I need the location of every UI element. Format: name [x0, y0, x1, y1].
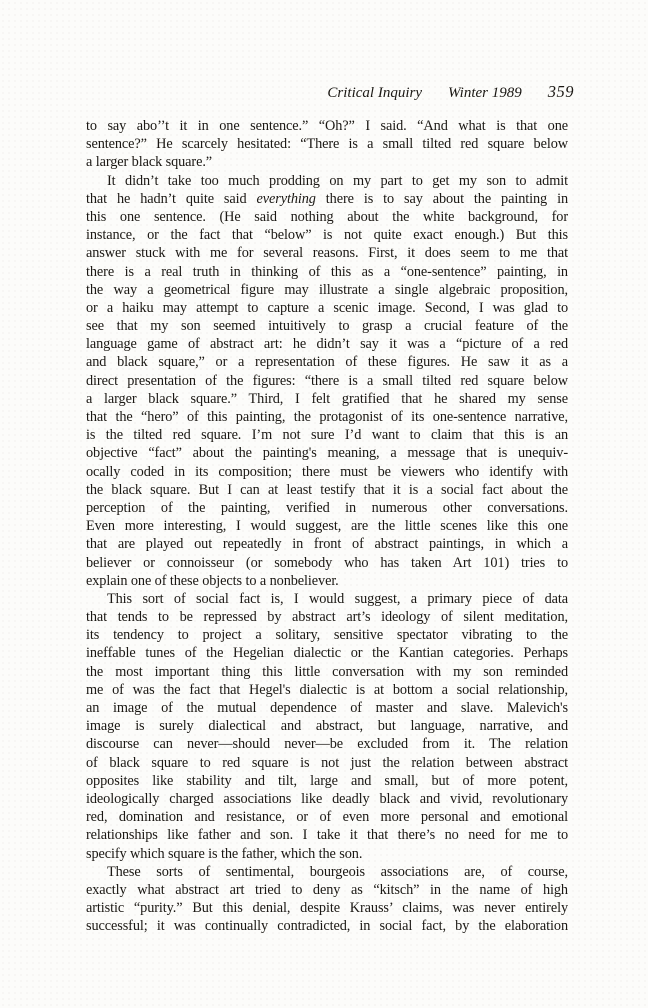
text-line: red, domination and resistance, or of even more personal and emotional — [86, 809, 568, 826]
text-line: this one sentence. (He said nothing about the white background, for — [86, 208, 568, 225]
text-line: image is surely dialectical and abstract, but language, narrative, and — [86, 718, 568, 735]
text-line: ineffable tunes of the Hegelian dialectic or the Kantian categories. Perhaps — [86, 645, 568, 662]
text-line: discourse can never—should never—be excluded from it. The relation — [86, 736, 568, 753]
text-line: Even more interesting, I would suggest, are the little scenes like this one — [86, 518, 568, 535]
text-line: ideologically charged associations like deadly black and vivid, revolutionary — [86, 790, 568, 807]
text-line: This sort of social fact is, I would suggest, a primary piece of data — [107, 590, 568, 607]
text-line: answer stuck with me for several reasons. First, it does seem to me that — [86, 245, 568, 262]
text-line: that he hadn’t quite said everything there is to say about the painting in — [86, 190, 568, 207]
text-line: language game of abstract art: he didn’t say it was a “picture of a red — [86, 336, 568, 353]
text-line: successful; it was continually contradicted, in social fact, by the elaboration — [86, 918, 568, 935]
text-line: It didn’t take too much prodding on my part to get my son to admit — [107, 172, 568, 189]
text-line: or a haiku may attempt to capture a scenic image. Second, I was glad to — [86, 299, 568, 316]
text-line: there is a real truth in thinking of this as a “one-sentence” painting, in — [86, 263, 568, 280]
text-line: me of was the fact that Hegel's dialectic is at bottom a social relationship, — [86, 681, 568, 698]
text-line: artistic “purity.” But this denial, despite Krauss’ claims, was never entirely — [86, 900, 568, 917]
text-line: the black square. But I can at least testify that it is a social fact about the — [86, 481, 568, 498]
text-line: relationships like father and son. I take it that there’s no need for me to — [86, 827, 568, 844]
text-line: that the “hero” of this painting, the protagonist of its one-sentence narrative, — [86, 409, 568, 425]
text-line: opposites like stability and tilt, large and small, but of more potent, — [86, 772, 568, 789]
text-line: These sorts of sentimental, bourgeois associations are, of course, — [107, 863, 568, 880]
text-line: see that my son seemed intuitively to grasp a crucial feature of the — [86, 318, 568, 335]
text-line: believer or connoisseur (or somebody who has taken Art 101) tries to — [86, 554, 568, 571]
text-line: perception of the painting, verified in numerous other conversations. — [86, 499, 568, 516]
paragraph — [86, 863, 568, 936]
text-line: the most important thing this little conversation with my son reminded — [86, 663, 568, 680]
text-line: a larger black square.” Third, I felt gratified that he shared my sense — [86, 390, 568, 407]
text-line: instance, or the fact that “below” is not quite exact enough.) But this — [86, 227, 568, 244]
paragraph — [86, 590, 568, 863]
running-head — [86, 82, 574, 102]
text-line: ocally coded in its composition; there must be viewers who identify with — [86, 463, 568, 480]
issue-date: Winter 1989 — [448, 85, 522, 101]
journal-title: Critical Inquiry — [327, 85, 422, 101]
text-line: explain one of these objects to a nonbeliever. — [86, 572, 339, 589]
text-line: and black square,” or a representation of these figures. He saw it as a — [86, 354, 568, 371]
text-line: a larger black square.” — [86, 154, 213, 171]
text-line: sentence?” He scarcely hesitated: “There is a small tilted red square below — [86, 136, 568, 153]
text-line: exactly what abstract art tried to deny as “kitsch” in the name of high — [86, 881, 568, 898]
paragraph — [86, 117, 568, 172]
body-text — [86, 117, 568, 935]
text-line: the way a geometrical figure may illustrate a single algebraic proposition, — [86, 281, 568, 298]
page-number: 359 — [547, 82, 574, 101]
text-line: that tends to be repressed by abstract art’s ideology of silent meditation, — [86, 609, 568, 626]
text-line: its tendency to project a solitary, sensitive spectator vibrating to the — [86, 627, 568, 644]
text-line: specify which square is the father, which the son. — [86, 845, 363, 862]
text-line: direct presentation of the figures: “there is a small tilted red square below — [86, 372, 568, 389]
text-line: that are played out repeatedly in front of abstract paintings, in which a — [86, 536, 568, 553]
text-line: objective “fact” about the painting's meaning, a message that is unequiv- — [86, 445, 568, 462]
text-line: to say abo’’t it in one sentence.” “Oh?” I said. “And what is that one — [86, 118, 568, 134]
text-line: an image of the mutual dependence of master and slave. Malevich's — [86, 700, 568, 716]
text-line: of black square to red square is not just the relation between abstract — [86, 754, 568, 771]
paragraph — [86, 172, 568, 590]
text-line: is the tilted red square. I’m not sure I’d want to claim that this is an — [86, 427, 568, 444]
